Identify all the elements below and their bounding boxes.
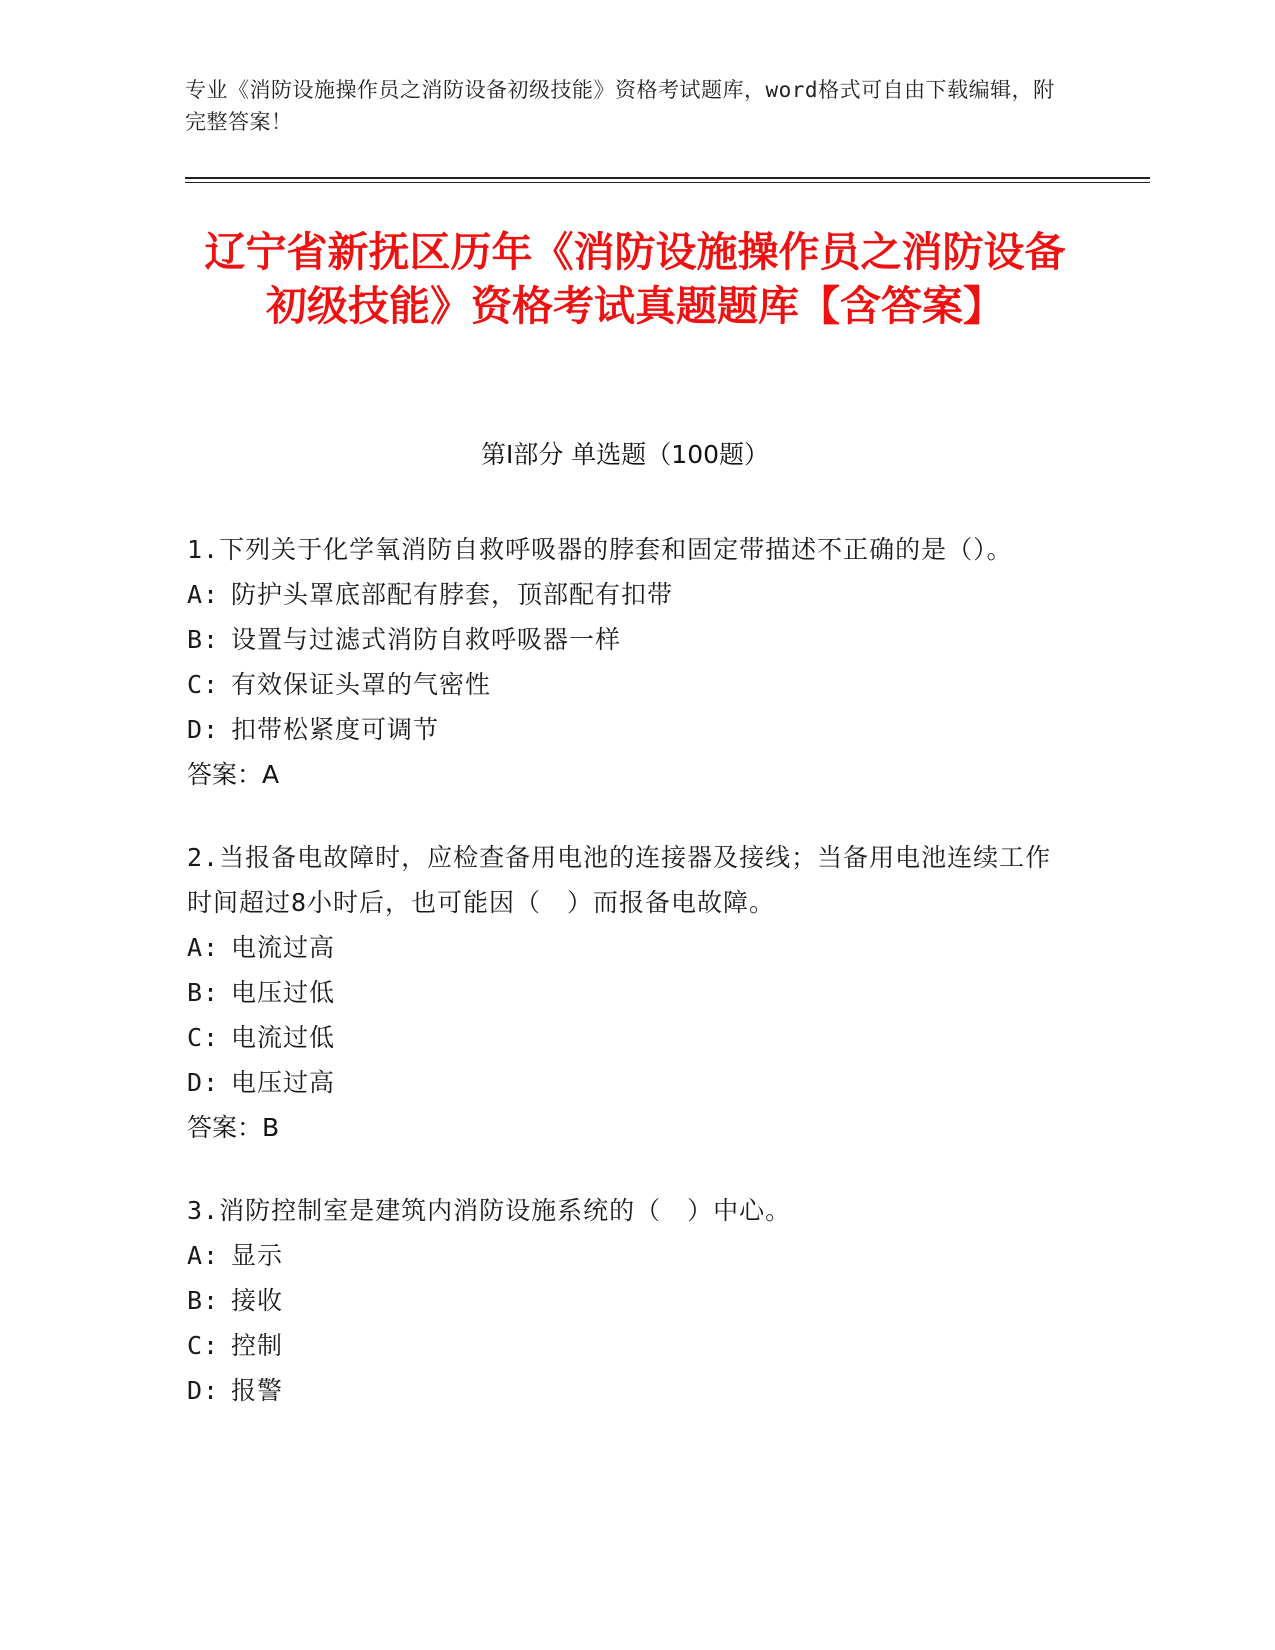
question-stem: 2.当报备电故障时，应检查备用电池的连接器及接线；当备用电池连续工作时间超过8小时后，也可能因（ ）而报备电故障。	[187, 843, 1052, 917]
option-text: 控制	[231, 1331, 284, 1360]
option-letter: D:	[187, 1068, 220, 1097]
option-text: 扣带松紧度可调节	[231, 715, 440, 744]
option-b	[187, 617, 1067, 662]
section-title: 第I部分 单选题（100题）	[480, 440, 770, 469]
option-letter: A:	[187, 1241, 220, 1270]
option-text: 电压过高	[231, 1068, 336, 1097]
option-text: 电流过低	[231, 1023, 336, 1052]
option-text: 防护头罩底部配有脖套，顶部配有扣带	[231, 580, 674, 609]
option-b	[187, 1278, 1067, 1323]
option-d	[187, 1368, 1067, 1413]
question-1	[187, 527, 1067, 797]
option-text: 电流过高	[231, 933, 336, 962]
answer-line	[187, 1105, 1067, 1150]
option-letter: A:	[187, 580, 220, 609]
option-c	[187, 662, 1067, 707]
answer-value: A	[262, 760, 280, 789]
option-c	[187, 1323, 1067, 1368]
option-letter: A:	[187, 933, 220, 962]
option-c	[187, 1015, 1067, 1060]
option-letter: C:	[187, 1331, 220, 1360]
option-text: 设置与过滤式消防自救呼吸器一样	[231, 625, 622, 654]
option-d	[187, 1060, 1067, 1105]
option-letter: B:	[187, 978, 220, 1007]
option-text: 报警	[231, 1376, 284, 1405]
option-b	[187, 970, 1067, 1015]
option-text: 显示	[231, 1241, 284, 1270]
header-note: 专业《消防设施操作员之消防设备初级技能》资格考试题库，word格式可自由下载编辑，附完整答案！	[185, 78, 1055, 134]
option-letter: C:	[187, 670, 220, 699]
answer-label: 答案：	[187, 1113, 263, 1142]
option-d	[187, 707, 1067, 752]
option-text: 接收	[231, 1286, 284, 1315]
option-text: 电压过低	[231, 978, 336, 1007]
option-a	[187, 925, 1067, 970]
question-stem: 3.消防控制室是建筑内消防设施系统的（ ）中心。	[187, 1196, 792, 1225]
question-stem: 1.下列关于化学氧消防自救呼吸器的脖套和固定带描述不正确的是（）。	[187, 535, 1013, 564]
option-letter: B:	[187, 625, 220, 654]
option-letter: B:	[187, 1286, 220, 1315]
header-divider-thin	[185, 182, 1150, 183]
option-letter: D:	[187, 715, 220, 744]
question-3	[187, 1188, 1067, 1413]
question-2	[187, 835, 1067, 1150]
option-a	[187, 572, 1067, 617]
header-divider-thick	[185, 177, 1150, 179]
answer-label: 答案：	[187, 760, 263, 789]
option-text: 有效保证头罩的气密性	[231, 670, 492, 699]
answer-line	[187, 752, 1067, 797]
option-a	[187, 1233, 1067, 1278]
document-title: 辽宁省新抚区历年《消防设施操作员之消防设备初级技能》资格考试真题题库【含答案】	[204, 228, 1066, 330]
question-list	[187, 527, 1067, 1451]
option-letter: D:	[187, 1376, 220, 1405]
option-letter: C:	[187, 1023, 220, 1052]
answer-value: B	[262, 1113, 280, 1142]
